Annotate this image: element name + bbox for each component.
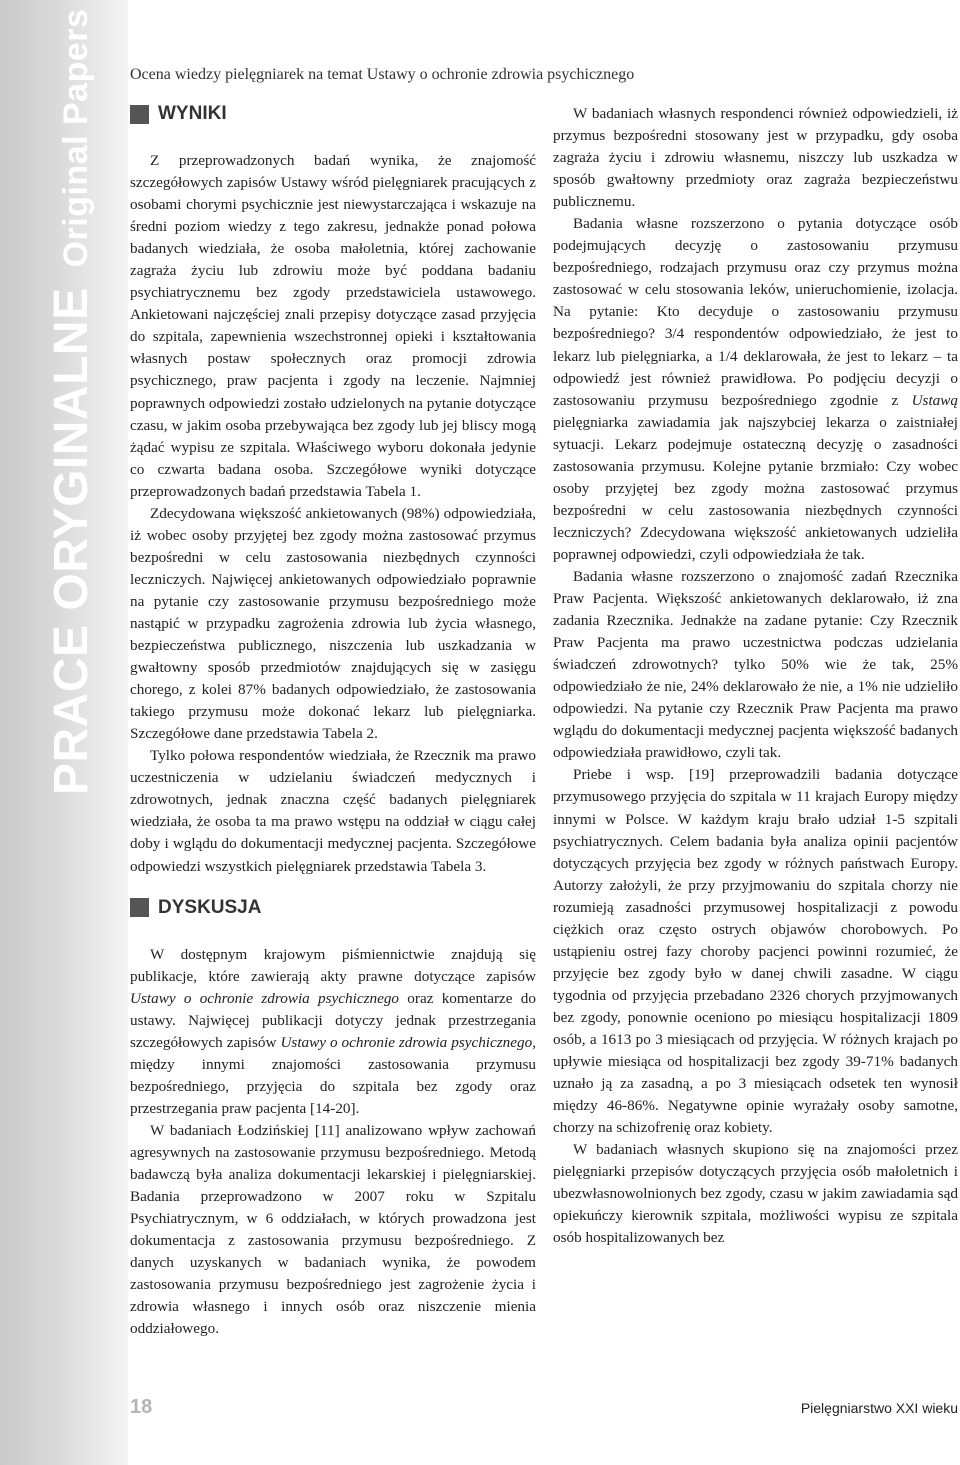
left-column: [130, 100, 536, 1340]
discussion-paragraph: W badaniach własnych respondenci również odpowiedzieli, iż przymus bezpośredni stosowany jest w przypadku, gdy osoba zagraża życiu i zdrowiu własnemu, niszczy lub uszkadza w sposób gwałtowny przedmioty oraz zagraża bezpieczeństwu publicznemu.: [553, 105, 958, 211]
section-label-en: Original Papers: [57, 8, 95, 268]
discussion-paragraph: Badania własne rozszerzono o pytania dotyczące osób podejmujących decyzję o zastosowaniu przymusu bezpośredniego, rodzajach przymusu oraz czy przymus można zastosować w celu stosowania leków, unieruchomienie, izolacja. Na pytanie: Kto decyduje o zastosowaniu przymusu bezpośredniego? 3/4 respondentów odpowiedziało, że jest to lekarz lub pielęgniarka, a 1/4 deklarowała, że jest to lekarz – ta odpowiedź jest również prawidłowa. Po podjęciu decyzji o zastosowaniu przymusu bezpośredniego zgodnie z Ustawą pielęgniarka zawiadamia jak najszybciej lekarza o zaistniałej sytuacji. Lekarz podejmuje ostateczną decyzję o zasadności zastosowania przymusu. Kolejne pytanie brzmiało: Czy wobec osoby przyjętej bez zgody można zastosować przymus bezpośredni w celu zastosowania niezbędnych czynności leczniczych? Zdecydowana większość ankietowanych udzieliła poprawnej odpowiedzi, czyli odpowiedziała że tak.: [553, 215, 958, 563]
discussion-heading-text: DYSKUSJA: [158, 896, 262, 918]
discussion-paragraph: W dostępnym krajowym piśmiennictwie znajdują się publikacje, które zawierają akty prawne dotyczące zapisów Ustawy o ochronie zdrowia psychicznego oraz komentarze do ustawy. Najwięcej publikacji dotyczy jednak przestrzegania szczegółowych zapisów Ustawy o ochronie zdrowia psychicznego, między innymi znajomości zastosowania przymusu bezpośredniego, przyjęcia do szpitala bez zgody oraz przestrzegania praw pacjenta [14-20].: [130, 945, 536, 1117]
discussion-heading: [130, 894, 536, 922]
results-paragraph: Tylko połowa respondentów wiedziała, że Rzecznik ma prawo uczestniczenia w udzielaniu świadczeń medycznych i zdrowotnych, jednak znaczna część badanych pielęgniarek wiedziała, że osoba ta ma prawo wstępu na oddział w ciągu całej doby i wglądu do dokumentacji medycznej pacjenta. Szczegółowe odpowiedzi wszystkich pielęgniarek przedstawia Tabela 3.: [130, 747, 536, 875]
running-title: Ocena wiedzy pielęgniarek na temat Ustawy o ochronie zdrowia psychicznego: [130, 66, 635, 83]
right-column: [553, 103, 958, 1249]
heading-square-icon: [130, 105, 149, 124]
discussion-paragraph: Priebe i wsp. [19] przeprowadzili badania dotyczące przymusowego przyjęcia do szpitala w 11 krajach Europy między innymi w Polsce. W każdym kraju brało udział 1-5 szpitali psychiatrycznych. Celem badania była analiza opinii pacjentów dotyczących przyjęcia bez zgody w różnych państwach Europy. Autorzy założyli, że przy przyjmowaniu do szpitala chorzy nie rozumieją zasadności przymusowej hospitalizacji z powodu ciężkich oraz często ostrych objawów chorobowych. Po ustąpieniu ostrej fazy choroby pacjenci powinni rozumieć, że przyjęcie bez zgody było w danej chwili zasadne. W ciągu tygodnia od przyjęcia przebadano 2326 chorych przyjmowanych bez zgody, ponownie oceniono po miesiącu hospitalizacji 1809 osób, a 1613 po 3 miesiącach od przyjęcia. W różnych krajach po upływie miesiąca od hospitalizacji bez zgody 39-71% badanych uznało ją za zasadną, a po 3 miesiącach odsetek ten wynosił między 46-86%. Negatywne opinie wyrażały osoby samotne, chorzy na schizofrenię oraz kobiety.: [553, 766, 958, 1137]
discussion-paragraph: W badaniach własnych skupiono się na znajomości przez pielęgniarki przepisów dotyczących przyjęcia osób małoletnich i ubezwłasnowolnionych bez zgody, czasu w jakim zawiadamia sąd opiekuńczy kierownik szpitala, możliwości wypisu ze szpitala osób hospitalizowanych bez: [553, 1141, 958, 1247]
heading-square-icon: [130, 898, 149, 917]
results-heading-text: WYNIKI: [158, 102, 227, 124]
discussion-paragraph: W badaniach Łodzińskiej [11] analizowano wpływ zachowań agresywnych na zastosowanie przymusu bezpośredniego. Metodą badawczą była analiza dokumentacji lekarskiej i pielęgniarskiej. Badania przeprowadzono w 2007 roku w Szpitalu Psychiatrycznym, w 6 oddziałach, w których prowadzona jest dokumentacja z zastosowania przymusu bezpośredniego. Z danych uzyskanych w badaniach wynika, że powodem zastosowania przymusu bezpośredniego jest zagrożenie życia i zdrowia własnego i innych osób oraz niszczenie mienia oddziałowego.: [130, 1121, 536, 1338]
journal-name: Pielęgniarstwo XXI wieku: [800, 1400, 958, 1416]
act-title: Ustawy o ochronie zdrowia psychicznego: [280, 1033, 533, 1051]
section-label-pl: PRACE ORYGINALNE: [45, 287, 98, 795]
act-title: Ustawy o ochronie zdrowia psychicznego: [130, 989, 400, 1007]
section-label: [44, 9, 99, 795]
results-heading: [130, 100, 536, 128]
discussion-paragraph: Badania własne rozszerzono o znajomość zadań Rzecznika Praw Pacjenta. Większość ankietowanych deklarowało, iż zna zadania Rzecznika. Jednakże na zadane pytanie: Czy Rzecznik Praw Pacjenta ma prawo uczestnictwa podczas udzielania świadczeń zdrowotnych? tylko 50% wie że tak, 25% odpowiedziało że nie, 24% deklarowało że nie, a 1% nie udzieliło odpowiedzi. Na pytanie czy Rzecznik Praw Pacjenta ma prawo wglądu do dokumentacji medycznej pacjenta większość badanych odpowiedziała prawidłowo, czyli tak.: [553, 567, 958, 762]
results-paragraph: Zdecydowana większość ankietowanych (98%) odpowiedziała, iż wobec osoby przyjętej bez zgody można zastosować przymus bezpośredni w celu zastosowania niezbędnych czynności leczniczych. Najwięcej ankietowanych odpowiedziało poprawnie na pytanie czy zastosowanie przymusu bezpośredniego może nastąpić w przypadku zagrożenia zdrowia lub życia własnego, bezpieczeństwa publicznego, niszczenia lub uszkadzania w gwałtowny sposób przedmiotów znajdujących się w zasięgu chorego, z kolei 87% badanych odpowiedziało, że zastosowania takiego przymusu może dokonać lekarz lub pielęgniarka. Szczegółowe dane przedstawia Tabela 2.: [130, 504, 536, 743]
results-paragraph: Z przeprowadzonych badań wynika, że znajomość szczegółowych zapisów Ustawy wśród pielęgniarek pracujących z osobami chorymi psychicznie jest niewystarczająca i wskazuje na średni poziom wiedzy z tego zakresu, jednakże ponad połowa badanych wiedziała, że osoba małoletnia, której zachowanie zagraża życiu lub zdrowiu może być poddana badaniu psychiatrycznemu bez zgody przedstawiciela ustawowego. Ankietowani najczęściej znali przepisy dotyczące zasad przyjęcia do szpitala, zapewnienia wszechstronnej opieki i kształtowania własnych postaw społecznych oraz promocji zdrowia psychicznego, praw pacjenta i zgody na leczenie. Najmniej poprawnych odpowiedzi zostało udzielonych na pytanie dotyczące czasu, w jakim osoba przebywająca bez zgody lub jej bliscy mogą żądać wypisu ze szpitala. Właściwego wyboru dokonała jedynie co czwarta badana osoba. Szczegółowe wyniki dotyczące przeprowadzonych badań przedstawia Tabela 1.: [130, 152, 536, 500]
page-number: 18: [130, 1396, 153, 1418]
act-title: Ustawą: [911, 391, 958, 409]
